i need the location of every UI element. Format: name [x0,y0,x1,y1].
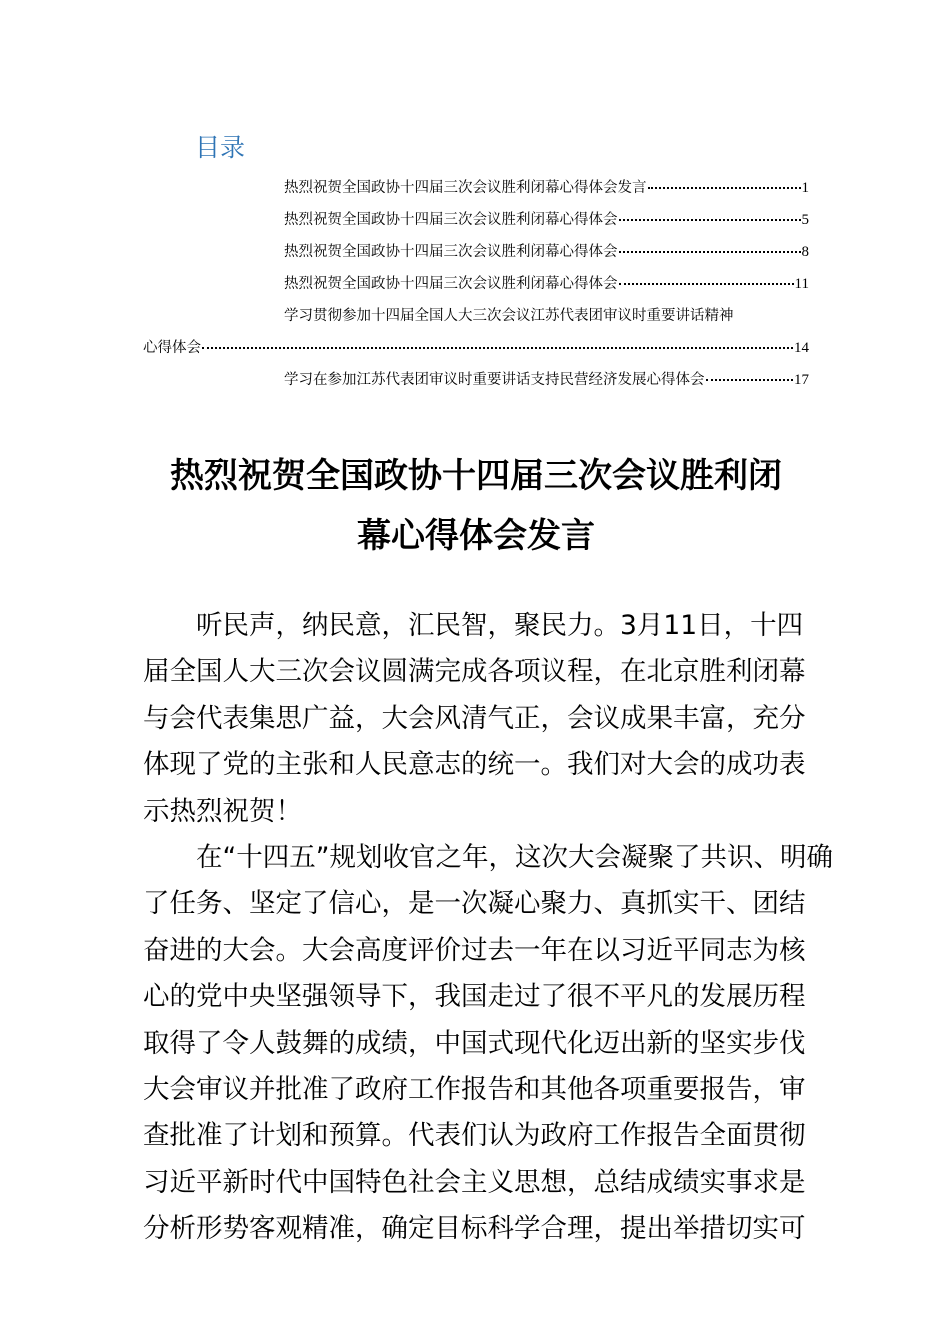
toc-leader-dots [202,347,793,349]
toc-entry-line2 [143,332,809,364]
toc-entry-title-line2: 心得体会 [143,340,201,356]
text-line: 分析形势客观精准，确定目标科学合理，提出举措切实可 [143,1213,806,1245]
toc-entry[interactable] [143,268,809,300]
toc-leader-dots [648,187,801,189]
toc-entry-title: 热烈祝贺全国政协十四届三次会议胜利闭幕心得体会发言 [284,180,647,196]
text-line: 在“十四五”规划收官之年，这次大会凝聚了共识、明确 [196,842,833,874]
toc-entry-page: 17 [794,372,809,388]
toc-leader-dots [619,219,801,221]
toc-entry[interactable] [143,172,809,204]
text-line: 示热烈祝贺！ [143,795,302,827]
article-title [143,446,809,566]
toc-leader-dots [706,379,794,381]
table-of-contents [143,172,809,396]
toc-entry-multiline[interactable] [143,300,809,364]
toc-entry-title: 学习在参加江苏代表团审议时重要讲话支持民营经济发展心得体会 [284,372,705,388]
toc-heading: 目录 [195,133,246,162]
text-line: 听民声，纳民意，汇民智，聚民力。3月11日，十四 [196,610,804,641]
toc-entry-page: 8 [801,244,809,260]
text-line: 取得了令人鼓舞的成绩，中国式现代化迈出新的坚实步伐 [143,1027,806,1059]
toc-entry[interactable] [143,236,809,268]
paragraph [143,835,833,1253]
toc-entry-page: 11 [794,276,809,292]
text-line: 心的党中央坚强领导下，我国走过了很不平凡的发展历程 [143,981,806,1013]
text-line: 体现了党的主张和人民意志的统一。我们对大会的成功表 [143,749,806,781]
toc-entry-page: 14 [794,340,809,356]
article-body [143,603,833,1253]
text-line: 了任务、坚定了信心，是一次凝心聚力、真抓实干、团结 [143,888,806,920]
toc-entry-page: 5 [801,212,809,228]
text-line: 习近平新时代中国特色社会主义思想，总结成绩实事求是 [143,1166,806,1198]
text-line: 大会审议并批准了政府工作报告和其他各项重要报告，审 [143,1074,806,1106]
toc-entry[interactable] [143,204,809,236]
text-line: 查批准了计划和预算。代表们认为政府工作报告全面贯彻 [143,1120,806,1152]
toc-entry-title: 热烈祝贺全国政协十四届三次会议胜利闭幕心得体会 [284,244,618,260]
toc-entry-title-line1: 学习贯彻参加十四届全国人大三次会议江苏代表团审议时重要讲话精神 [284,308,734,324]
text-line: 与会代表集思广益，大会风清气正，会议成果丰富，充分 [143,702,806,734]
toc-entry[interactable] [143,364,809,396]
toc-leader-dots [619,251,801,253]
text-line: 奋进的大会。大会高度评价过去一年在以习近平同志为核 [143,934,806,966]
toc-leader-dots [619,283,794,285]
paragraph [143,603,809,835]
article-title-line: 幕心得体会发言 [357,516,595,556]
toc-entry-title: 热烈祝贺全国政协十四届三次会议胜利闭幕心得体会 [284,212,618,228]
toc-entry-title: 热烈祝贺全国政协十四届三次会议胜利闭幕心得体会 [284,276,618,292]
article-title-line: 热烈祝贺全国政协十四届三次会议胜利闭 [170,456,782,496]
text-line: 届全国人大三次会议圆满完成各项议程，在北京胜利闭幕 [143,656,806,688]
toc-entry-page: 1 [801,180,809,196]
